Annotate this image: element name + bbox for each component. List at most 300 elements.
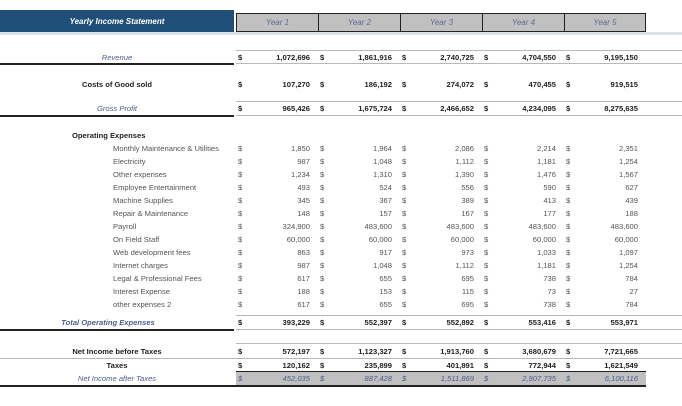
- amount: 738: [543, 300, 556, 309]
- amount: 4,704,550: [522, 53, 556, 62]
- amount: 3,680,679: [522, 347, 556, 356]
- row-label: Employee Entertainment: [113, 183, 197, 192]
- value-cell-year-5: [564, 102, 646, 115]
- currency-symbol: $: [320, 196, 325, 205]
- currency-symbol: $: [402, 144, 407, 153]
- currency-symbol: $: [484, 300, 489, 309]
- amount: 483,600: [610, 222, 638, 231]
- value-cell-year-4: [482, 102, 564, 115]
- currency-symbol: $: [238, 209, 243, 218]
- amount: 1,112: [455, 157, 474, 166]
- value-cell-year-4: [482, 272, 564, 285]
- currency-symbol: $: [484, 144, 489, 153]
- currency-symbol: $: [484, 374, 489, 383]
- value-cell-year-3: [400, 78, 482, 91]
- currency-symbol: $: [484, 209, 489, 218]
- expense-row: [0, 181, 682, 194]
- value-cell-year-3: [400, 233, 482, 246]
- currency-symbol: $: [566, 170, 571, 179]
- currency-symbol: $: [238, 300, 243, 309]
- amount: 2,466,652: [440, 104, 474, 113]
- value-cell-year-5: [564, 142, 646, 155]
- amount: 2,907,735: [522, 374, 556, 383]
- row-label: Internet charges: [113, 261, 168, 270]
- value-cell-year-5: [564, 298, 646, 311]
- amount: 483,600: [446, 222, 474, 231]
- value-cell-year-2: [318, 272, 400, 285]
- currency-symbol: $: [320, 53, 325, 62]
- currency-symbol: $: [484, 196, 489, 205]
- value-cell-year-1: [236, 194, 318, 207]
- currency-symbol: $: [320, 209, 325, 218]
- currency-symbol: $: [320, 261, 325, 270]
- currency-symbol: $: [238, 80, 243, 89]
- amount: 887,428: [364, 374, 392, 383]
- value-cell-year-3: [400, 259, 482, 272]
- currency-symbol: $: [566, 318, 571, 327]
- value-cell-year-4: [482, 316, 564, 329]
- amount: 1,511,869: [440, 374, 474, 383]
- currency-symbol: $: [566, 209, 571, 218]
- amount: 177: [543, 209, 556, 218]
- amount: 965,426: [282, 104, 310, 113]
- currency-symbol: $: [238, 196, 243, 205]
- amount: 987: [297, 261, 310, 270]
- amount: 863: [297, 248, 310, 257]
- amount: 738: [543, 274, 556, 283]
- value-cell-year-5: [564, 372, 646, 385]
- value-cell-year-3: [400, 272, 482, 285]
- expense-row: [0, 155, 682, 168]
- amount: 148: [297, 209, 310, 218]
- currency-symbol: $: [320, 144, 325, 153]
- amount: 919,515: [610, 80, 638, 89]
- value-cell-year-3: [400, 142, 482, 155]
- amount: 4,234,095: [522, 104, 556, 113]
- currency-symbol: $: [484, 361, 489, 370]
- value-cell-year-1: [236, 155, 318, 168]
- currency-symbol: $: [402, 80, 407, 89]
- currency-symbol: $: [402, 104, 407, 113]
- amount: 393,229: [282, 318, 310, 327]
- value-cell-year-3: [400, 246, 482, 259]
- value-cell-year-1: [236, 372, 318, 385]
- amount: 2,086: [454, 144, 474, 153]
- amount: 60,000: [532, 235, 556, 244]
- currency-symbol: $: [320, 318, 325, 327]
- value-cell-year-1: [236, 345, 318, 358]
- amount: 73: [547, 287, 556, 296]
- amount: 157: [379, 209, 392, 218]
- currency-symbol: $: [566, 144, 571, 153]
- value-cell-year-5: [564, 181, 646, 194]
- amount: 9,195,150: [604, 53, 638, 62]
- currency-symbol: $: [402, 287, 407, 296]
- amount: 1,913,760: [440, 347, 474, 356]
- amount: 493: [297, 183, 310, 192]
- amount: 917: [379, 248, 392, 257]
- amount: 188: [297, 287, 310, 296]
- currency-symbol: $: [320, 104, 325, 113]
- currency-symbol: $: [320, 300, 325, 309]
- value-cell-year-1: [236, 181, 318, 194]
- value-cell-year-3: [400, 181, 482, 194]
- amount: 1,310: [372, 170, 392, 179]
- value-cell-year-1: [236, 298, 318, 311]
- currency-symbol: $: [238, 104, 243, 113]
- amount: 439: [625, 196, 638, 205]
- amount: 1,964: [372, 144, 392, 153]
- value-cell-year-2: [318, 259, 400, 272]
- expense-row: [0, 246, 682, 259]
- currency-symbol: $: [484, 222, 489, 231]
- value-cell-year-5: [564, 259, 646, 272]
- amount: 695: [461, 274, 474, 283]
- value-cell-year-2: [318, 194, 400, 207]
- value-cell-year-4: [482, 285, 564, 298]
- currency-symbol: $: [320, 235, 325, 244]
- value-cell-year-2: [318, 345, 400, 358]
- value-cell-year-4: [482, 345, 564, 358]
- amount: 186,192: [364, 80, 392, 89]
- row-label: Revenue: [101, 53, 133, 62]
- row-label: Other expenses: [113, 170, 167, 179]
- amount: 1,048: [372, 157, 392, 166]
- amount: 60,000: [450, 235, 474, 244]
- row-divider: [0, 63, 234, 65]
- amount: 772,944: [528, 361, 556, 370]
- value-cell-year-3: [400, 345, 482, 358]
- amount: 1,675,724: [358, 104, 392, 113]
- value-cell-year-1: [236, 233, 318, 246]
- row-label: Legal & Professional Fees: [113, 274, 202, 283]
- currency-symbol: $: [320, 287, 325, 296]
- amount: 553,971: [610, 318, 638, 327]
- currency-symbol: $: [484, 157, 489, 166]
- value-cell-year-3: [400, 285, 482, 298]
- operating-expenses-heading: [0, 129, 682, 142]
- currency-symbol: $: [484, 170, 489, 179]
- currency-symbol: $: [566, 183, 571, 192]
- currency-symbol: $: [238, 222, 243, 231]
- amount: 7,721,665: [604, 347, 638, 356]
- expense-row: [0, 272, 682, 285]
- value-cell-year-3: [400, 220, 482, 233]
- amount: 107,270: [282, 80, 310, 89]
- row-label: Machine Supplies: [113, 196, 173, 205]
- currency-symbol: $: [566, 248, 571, 257]
- expense-row: [0, 142, 682, 155]
- amount: 1,567: [618, 170, 638, 179]
- currency-symbol: $: [484, 104, 489, 113]
- value-cell-year-1: [236, 220, 318, 233]
- statement-title: Yearly Income Statement: [0, 10, 234, 32]
- amount: 2,740,725: [440, 53, 474, 62]
- currency-symbol: $: [402, 248, 407, 257]
- row-label: Payroll: [113, 222, 137, 231]
- value-cell-year-4: [482, 142, 564, 155]
- currency-symbol: $: [238, 144, 243, 153]
- amount: 1,254: [618, 261, 638, 270]
- value-cell-year-1: [236, 272, 318, 285]
- currency-symbol: $: [566, 261, 571, 270]
- amount: 452,035: [282, 374, 310, 383]
- amount: 120,162: [282, 361, 310, 370]
- amount: 235,899: [364, 361, 392, 370]
- amount: 1,254: [618, 157, 638, 166]
- amount: 590: [543, 183, 556, 192]
- row-label: Taxes: [106, 361, 128, 370]
- currency-symbol: $: [238, 248, 243, 257]
- value-cell-year-1: [236, 102, 318, 115]
- currency-symbol: $: [238, 183, 243, 192]
- currency-symbol: $: [238, 170, 243, 179]
- amount: 524: [379, 183, 392, 192]
- value-cell-year-3: [400, 102, 482, 115]
- value-cell-year-4: [482, 181, 564, 194]
- value-cell-year-4: [482, 207, 564, 220]
- currency-symbol: $: [238, 287, 243, 296]
- value-cell-year-2: [318, 298, 400, 311]
- amount: 413: [543, 196, 556, 205]
- currency-symbol: $: [402, 196, 407, 205]
- currency-symbol: $: [566, 347, 571, 356]
- amount: 1,861,916: [358, 53, 392, 62]
- value-cell-year-5: [564, 246, 646, 259]
- gross-profit-row: [0, 102, 682, 115]
- currency-symbol: $: [320, 347, 325, 356]
- currency-symbol: $: [402, 209, 407, 218]
- currency-symbol: $: [402, 261, 407, 270]
- currency-symbol: $: [566, 196, 571, 205]
- amount: 553,416: [528, 318, 556, 327]
- value-cell-year-2: [318, 78, 400, 91]
- currency-symbol: $: [402, 374, 407, 383]
- amount: 655: [379, 274, 392, 283]
- value-cell-year-2: [318, 220, 400, 233]
- value-cell-year-4: [482, 259, 564, 272]
- header-underline: [0, 32, 682, 35]
- amount: 1,112: [455, 261, 474, 270]
- value-cell-year-4: [482, 168, 564, 181]
- value-cell-year-3: [400, 155, 482, 168]
- amount: 572,197: [282, 347, 310, 356]
- row-label: Total Operating Expenses: [61, 318, 155, 327]
- amount: 389: [461, 196, 474, 205]
- amount: 8,275,635: [604, 104, 638, 113]
- amount: 1,072,696: [276, 53, 310, 62]
- currency-symbol: $: [402, 300, 407, 309]
- expense-row: [0, 259, 682, 272]
- row-label: Operating Expenses: [72, 131, 146, 140]
- row-label: Interest Expense: [113, 287, 170, 296]
- value-cell-year-1: [236, 259, 318, 272]
- amount: 188: [625, 209, 638, 218]
- cogs-row: [0, 78, 682, 91]
- currency-symbol: $: [484, 248, 489, 257]
- value-cell-year-4: [482, 155, 564, 168]
- row-label: Web development fees: [113, 248, 191, 257]
- amount: 115: [461, 287, 474, 296]
- amount: 2,214: [536, 144, 556, 153]
- amount: 167: [461, 209, 474, 218]
- value-cell-year-4: [482, 194, 564, 207]
- currency-symbol: $: [402, 318, 407, 327]
- row-label: Monthly Maintenance & Utilities: [113, 144, 219, 153]
- currency-symbol: $: [402, 222, 407, 231]
- row-label: Costs of Good sold: [81, 80, 153, 89]
- currency-symbol: $: [320, 248, 325, 257]
- value-cell-year-3: [400, 207, 482, 220]
- value-cell-year-5: [564, 155, 646, 168]
- value-cell-year-2: [318, 142, 400, 155]
- amount: 556: [461, 183, 474, 192]
- amount: 1,181: [536, 157, 556, 166]
- value-cell-year-2: [318, 246, 400, 259]
- year-header-1: Year 1: [236, 13, 319, 32]
- value-cell-year-4: [482, 220, 564, 233]
- row-divider: [0, 329, 234, 331]
- row-divider: [236, 115, 682, 116]
- amount: 345: [297, 196, 310, 205]
- row-divider: [0, 115, 234, 117]
- amount: 695: [461, 300, 474, 309]
- currency-symbol: $: [484, 274, 489, 283]
- currency-symbol: $: [238, 374, 243, 383]
- value-cell-year-3: [400, 168, 482, 181]
- row-label: Net Income before Taxes: [72, 347, 162, 356]
- currency-symbol: $: [402, 183, 407, 192]
- currency-symbol: $: [238, 361, 243, 370]
- value-cell-year-3: [400, 316, 482, 329]
- amount: 153: [379, 287, 392, 296]
- amount: 1,097: [618, 248, 638, 257]
- currency-symbol: $: [238, 235, 243, 244]
- amount: 274,072: [446, 80, 474, 89]
- currency-symbol: $: [484, 347, 489, 356]
- amount: 1,033: [536, 248, 556, 257]
- value-cell-year-5: [564, 233, 646, 246]
- net-income-after-taxes-row: [0, 372, 682, 385]
- row-divider: [0, 385, 646, 387]
- row-label: Electricity: [113, 157, 146, 166]
- currency-symbol: $: [402, 157, 407, 166]
- value-cell-year-5: [564, 272, 646, 285]
- currency-symbol: $: [238, 261, 243, 270]
- currency-symbol: $: [320, 374, 325, 383]
- value-cell-year-2: [318, 233, 400, 246]
- amount: 655: [379, 300, 392, 309]
- value-cell-year-1: [236, 168, 318, 181]
- currency-symbol: $: [238, 274, 243, 283]
- row-divider: [236, 329, 682, 330]
- value-cell-year-3: [400, 372, 482, 385]
- currency-symbol: $: [566, 274, 571, 283]
- value-cell-year-4: [482, 246, 564, 259]
- amount: 60,000: [614, 235, 638, 244]
- value-cell-year-1: [236, 316, 318, 329]
- value-cell-year-4: [482, 372, 564, 385]
- currency-symbol: $: [402, 53, 407, 62]
- row-divider: [236, 63, 682, 64]
- currency-symbol: $: [238, 157, 243, 166]
- year-header-2: Year 2: [318, 13, 401, 32]
- value-cell-year-2: [318, 168, 400, 181]
- currency-symbol: $: [566, 374, 571, 383]
- amount: 617: [297, 300, 310, 309]
- amount: 60,000: [368, 235, 392, 244]
- currency-symbol: $: [320, 157, 325, 166]
- total-operating-expenses-row: [0, 316, 682, 329]
- amount: 483,600: [364, 222, 392, 231]
- currency-symbol: $: [566, 104, 571, 113]
- amount: 1,123,327: [358, 347, 392, 356]
- currency-symbol: $: [566, 287, 571, 296]
- amount: 552,397: [364, 318, 392, 327]
- value-cell-year-5: [564, 345, 646, 358]
- expense-row: [0, 194, 682, 207]
- amount: 367: [379, 196, 392, 205]
- currency-symbol: $: [402, 170, 407, 179]
- value-cell-year-1: [236, 285, 318, 298]
- currency-symbol: $: [402, 274, 407, 283]
- expense-row: [0, 168, 682, 181]
- value-cell-year-5: [564, 78, 646, 91]
- row-label: other expenses 2: [113, 300, 172, 309]
- amount: 1,621,549: [604, 361, 638, 370]
- currency-symbol: $: [320, 170, 325, 179]
- amount: 1,390: [454, 170, 474, 179]
- amount: 1,850: [290, 144, 310, 153]
- amount: 784: [625, 274, 638, 283]
- currency-symbol: $: [402, 235, 407, 244]
- currency-symbol: $: [566, 53, 571, 62]
- value-cell-year-4: [482, 298, 564, 311]
- row-divider: [236, 50, 682, 51]
- value-cell-year-3: [400, 298, 482, 311]
- value-cell-year-1: [236, 246, 318, 259]
- amount: 27: [629, 287, 638, 296]
- amount: 324,900: [282, 222, 310, 231]
- year-header-5: Year 5: [564, 13, 646, 32]
- currency-symbol: $: [402, 361, 407, 370]
- amount: 552,892: [446, 318, 474, 327]
- expense-row: [0, 233, 682, 246]
- row-label: Net Income after Taxes: [77, 374, 157, 383]
- amount: 6,100,116: [604, 374, 638, 383]
- amount: 60,000: [286, 235, 310, 244]
- value-cell-year-4: [482, 78, 564, 91]
- currency-symbol: $: [566, 222, 571, 231]
- currency-symbol: $: [320, 183, 325, 192]
- amount: 470,455: [528, 80, 556, 89]
- currency-symbol: $: [566, 300, 571, 309]
- value-cell-year-4: [482, 233, 564, 246]
- net-income-before-taxes-row: [0, 345, 682, 358]
- value-cell-year-2: [318, 316, 400, 329]
- currency-symbol: $: [566, 157, 571, 166]
- value-cell-year-1: [236, 207, 318, 220]
- currency-symbol: $: [566, 235, 571, 244]
- currency-symbol: $: [238, 347, 243, 356]
- currency-symbol: $: [402, 347, 407, 356]
- value-cell-year-5: [564, 316, 646, 329]
- value-cell-year-5: [564, 285, 646, 298]
- currency-symbol: $: [484, 183, 489, 192]
- currency-symbol: $: [238, 318, 243, 327]
- currency-symbol: $: [320, 80, 325, 89]
- value-cell-year-2: [318, 285, 400, 298]
